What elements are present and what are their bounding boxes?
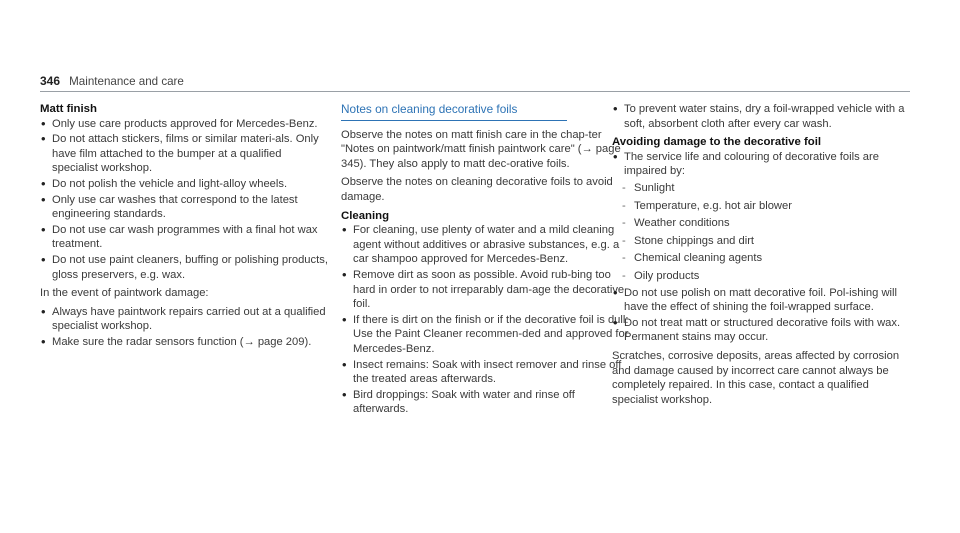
polish-list	[612, 286, 912, 345]
list-item: • Only use car washes that correspond to the latest engineering standards.	[40, 193, 330, 222]
heading-avoiding-damage: Avoiding damage to the decorative foil	[612, 136, 822, 149]
list-item: • Always have paintwork repairs carried out at a qualified specialist workshop.	[40, 305, 330, 334]
list-item: • Do not use polish on matt decorative foil. Pol-ishing will have the effect of shining the foil-wrapped surface.	[612, 286, 912, 315]
heading-notes-decorative-foils: Notes on cleaning decorative foils	[341, 102, 567, 121]
heading-matt-finish: Matt finish	[40, 103, 97, 115]
matt-finish-list	[40, 117, 330, 283]
cleaning-list	[341, 223, 631, 417]
list-item: • Do not use car wash programmes with a final hot wax treatment.	[40, 223, 330, 252]
paragraph-avoid-damage: Observe the notes on cleaning decorative foils to avoid damage.	[341, 176, 613, 203]
cause-item: - Temperature, e.g. hot air blower	[612, 198, 912, 216]
page-number: 346	[40, 74, 61, 88]
causes-list	[612, 180, 912, 286]
column-matt-finish	[40, 102, 330, 351]
heading-cleaning: Cleaning	[341, 209, 390, 222]
damage-intro: In the event of paintwork damage:	[40, 287, 209, 300]
list-item: • The service life and colouring of decorative foils are impaired by:	[612, 150, 912, 179]
cause-item: - Stone chippings and dirt	[612, 233, 912, 251]
header-divider	[40, 91, 910, 92]
paragraph-matt-care: Observe the notes on matt finish care in the chap-ter "Notes on paintwork/matt finish paintwork care" (→ page 345). They also apply to matt dec-orative foils.	[341, 128, 621, 170]
cause-item: - Sunlight	[612, 180, 912, 198]
water-stains-list	[612, 102, 912, 131]
list-item: • Do not use paint cleaners, buffing or polishing products, gloss preservers, e.g. wax.	[40, 253, 330, 282]
cause-item: - Oily products	[612, 268, 912, 286]
list-item: • To prevent water stains, dry a foil-wrapped vehicle with a soft, absorbent cloth after every car wash.	[612, 102, 912, 131]
list-item: • Do not polish the vehicle and light-alloy wheels.	[40, 177, 330, 192]
service-life-list	[612, 150, 912, 179]
damage-list	[40, 305, 330, 350]
cause-item: - Chemical cleaning agents	[612, 250, 912, 268]
list-item: • Do not attach stickers, films or similar materi-als. Only have film attached to the bumper at a qualified specialist workshop.	[40, 132, 330, 176]
list-item: • Only use care products approved for Mercedes-Benz.	[40, 117, 330, 132]
list-item: • Make sure the radar sensors function (→ page 209).	[40, 335, 330, 350]
closing-paragraph: Scratches, corrosive deposits, areas affected by corrosion and damage caused by incorrect care cannot always be completely repaired. In this case, contact a qualified specialist workshop.	[612, 349, 900, 406]
list-item: • If there is dirt on the finish or if the decorative foil is dull: Use the Paint Cleaner recommen-ded and approved for Mercedes-Benz.	[341, 313, 631, 357]
list-item: • Do not treat matt or structured decorative foils with wax. Permanent stains may occur.	[612, 316, 912, 345]
page-header	[40, 74, 184, 90]
column-avoiding-damage	[612, 102, 912, 411]
cause-item: - Weather conditions	[612, 215, 912, 233]
list-item: • For cleaning, use plenty of water and a mild cleaning agent without additives or abrasive substances, e.g. a car shampoo approved for Mercedes-Benz.	[341, 223, 631, 267]
list-item: • Remove dirt as soon as possible. Avoid rub-bing too hard in order to not irreparably dam-age the decorative foil.	[341, 268, 631, 312]
list-item: • Bird droppings: Soak with water and rinse off afterwards.	[341, 388, 631, 417]
column-decorative-foils	[341, 102, 631, 418]
list-item: • Insect remains: Soak with insect remover and rinse off the treated areas afterwards.	[341, 358, 631, 387]
section-title: Maintenance and care	[69, 75, 184, 88]
